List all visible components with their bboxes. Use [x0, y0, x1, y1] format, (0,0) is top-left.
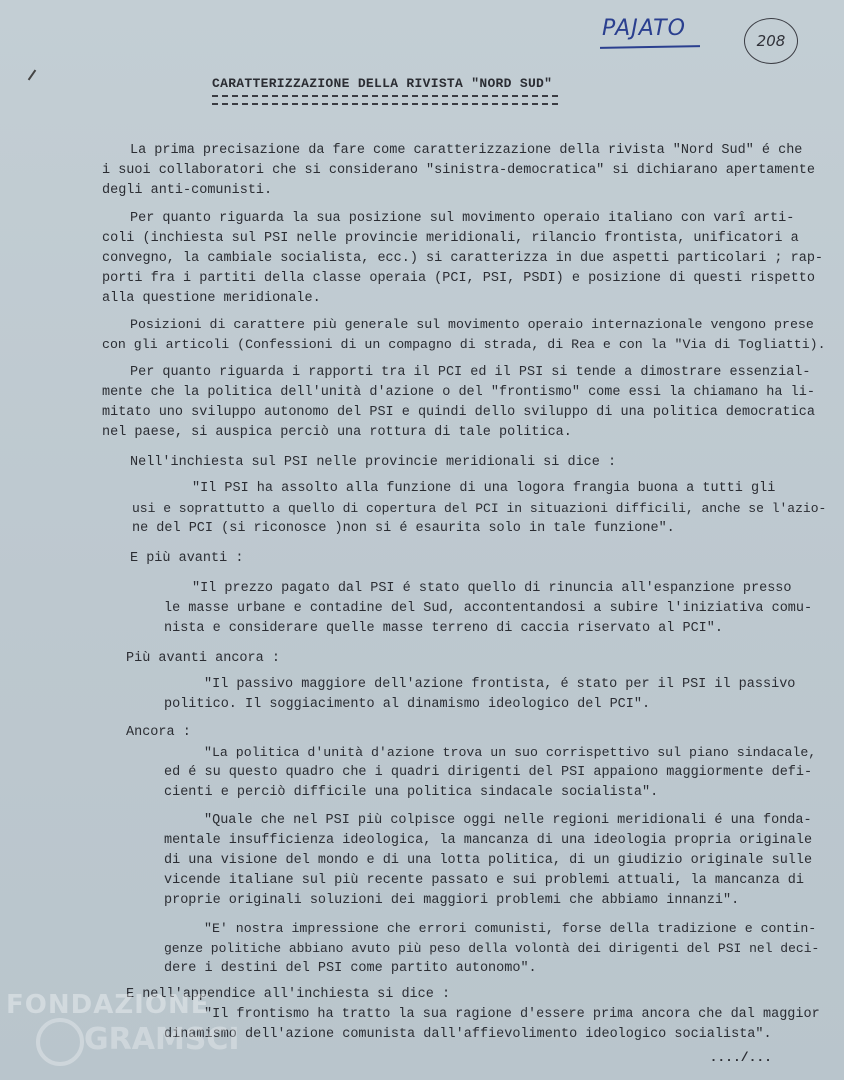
text-line: i suoi collaboratori che si considerano "sinistra-democratica" si dichiarano apertamente	[102, 163, 815, 178]
quote-line: ed é su questo quadro che i quadri dirigenti del PSI appaiono maggiormente defi-	[164, 765, 813, 780]
watermark-text-2: GRAMSCI	[84, 1022, 240, 1057]
text-line: mente che la politica dell'unità d'azione o del "frontismo" come essi la chiamano ha li-	[102, 385, 815, 400]
text-line: porti fra i partiti della classe operaia (PCI, PSI, PSDI) e posizione di questi rispetto	[102, 271, 815, 286]
text-line: nel paese, si auspica perciò una rottura di tale politica.	[102, 425, 572, 440]
quote-line: "Quale che nel PSI più colpisce oggi nelle regioni meridionali é una fonda-	[204, 813, 812, 828]
quote-line: le masse urbane e contadine del Sud, accontentandosi a subire l'iniziativa comu-	[164, 601, 813, 616]
margin-mark	[28, 70, 37, 81]
text-line: convegno, la cambiale socialista, ecc.) si caratterizza in due aspetti particolari ; rap-	[102, 251, 824, 266]
quote-line: "La politica d'unità d'azione trova un suo corrispettivo sul piano sindacale,	[204, 745, 817, 760]
quote-line: dere i destini del PSI come partito autonomo".	[164, 961, 537, 976]
text-line: La prima precisazione da fare come caratterizzazione della rivista "Nord Sud" é che	[130, 143, 803, 158]
quote-line: "Il passivo maggiore dell'azione frontista, é stato per il PSI il passivo	[204, 677, 796, 692]
text-line: Per quanto riguarda la sua posizione sul movimento operaio italiano con varî arti-	[130, 211, 795, 226]
text-line: Più avanti ancora :	[126, 651, 280, 666]
quote-line: vicende italiane sul più recente passato e sui problemi attuali, la mancanza di	[164, 873, 805, 888]
quote-line: cienti e perciò difficile una politica sindacale socialista".	[164, 785, 659, 800]
quote-line: ne del PCI (si riconosce )non si é esaurita solo in tale funzione".	[132, 521, 675, 536]
quote-line: proprie originali soluzioni dei maggiori problemi che abbiamo innanzi".	[164, 893, 740, 908]
text-line: E nell'appendice all'inchiesta si dice :	[126, 987, 451, 1002]
quote-line: usi e soprattutto a quello di copertura del PCI in situazioni difficili, anche se l'azio-	[132, 501, 827, 516]
quote-line: dinamismo dell'azione comunista dall'affievolimento ideologico socialista".	[164, 1027, 772, 1042]
title-underline	[212, 95, 558, 105]
text-line: mitato uno sviluppo autonomo del PSI e quindi dello sviluppo di una politica democratica	[102, 405, 815, 420]
text-line: Ancora :	[126, 725, 191, 740]
watermark-text: FONDAZIONE	[6, 990, 210, 1020]
page-number-stamp: 208	[744, 18, 798, 64]
text-line: Per quanto riguarda i rapporti tra il PCI ed il PSI si tende a dimostrare essenzial-	[130, 365, 811, 380]
text-line: Nell'inchiesta sul PSI nelle provincie meridionali si dice :	[130, 455, 617, 470]
quote-line: "Il frontismo ha tratto la sua ragione d'essere prima ancora che dal maggior	[204, 1007, 820, 1022]
text-line: Posizioni di carattere più generale sul movimento operaio internazionale vengono prese	[130, 317, 814, 332]
handwritten-underline	[600, 45, 700, 49]
text-line: E più avanti :	[130, 551, 244, 566]
quote-line: politico. Il soggiacimento al dinamismo ideologico del PCI".	[164, 697, 651, 712]
quote-line: genze politiche abbiano avuto più peso della volontà dei dirigenti del PSI nel deci-	[164, 941, 820, 956]
handwritten-note: PAJATO	[602, 16, 686, 41]
continuation-mark: ..../...	[709, 1050, 772, 1065]
quote-line: mentale insufficienza ideologica, la mancanza di una ideologia propria originale	[164, 833, 813, 848]
quote-line: di una visione del mondo e di una lotta politica, di un giudizio originale sulle	[164, 853, 813, 868]
document-title: CARATTERIZZAZIONE DELLA RIVISTA "NORD SUD"	[212, 76, 553, 91]
text-line: degli anti-comunisti.	[102, 183, 273, 198]
text-line: coli (inchiesta sul PSI nelle provincie meridionali, rilancio frontista, unificatori a	[102, 231, 799, 246]
quote-line: "E' nostra impressione che errori comunisti, forse della tradizione e contin-	[204, 921, 817, 936]
quote-line: "Il prezzo pagato dal PSI é stato quello di rinuncia all'espanzione presso	[192, 581, 792, 596]
text-line: alla questione meridionale.	[102, 291, 321, 306]
quote-line: nista e considerare quelle masse terreno di caccia riservato al PCI".	[164, 621, 723, 636]
text-line: con gli articoli (Confessioni di un compagno di strada, di Rea e con la "Via di Togliatti).	[102, 337, 826, 352]
watermark-logo-icon	[36, 1018, 84, 1066]
quote-line: "Il PSI ha assolto alla funzione di una logora frangia buona a tutti gli	[192, 481, 776, 496]
